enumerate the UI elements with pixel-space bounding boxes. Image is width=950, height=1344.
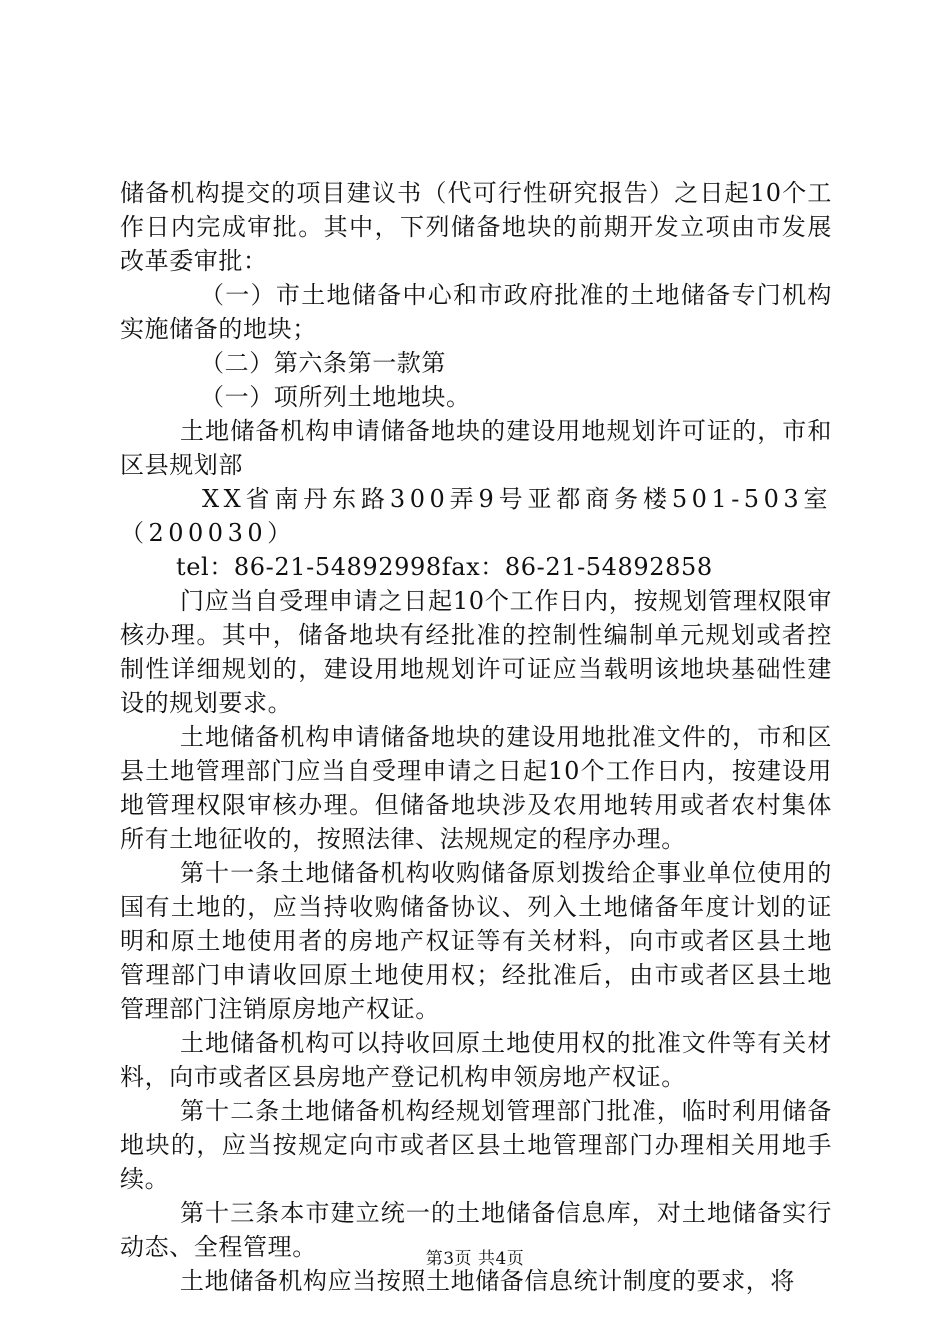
contact-line: tel：86-21-54892998fax：86-21-54892858 bbox=[176, 553, 713, 581]
paragraph-12: 第十二条土地储备机构经规划管理部门批准，临时利用储备地块的，应当按规定向市或者区县土地管理部门办理相关用地手续。 bbox=[120, 1097, 832, 1193]
page-footer bbox=[0, 1244, 950, 1269]
document-body bbox=[120, 176, 832, 1298]
paragraph-4: （一）项所列土地地块。 bbox=[200, 383, 471, 411]
paragraph-13: 第十三条本市建立统一的土地储备信息库，对土地储备实行动态、全程管理。 bbox=[120, 1199, 832, 1261]
paragraph-5: 土地储备机构申请储备地块的建设用地规划许可证的，市和区县规划部 bbox=[120, 417, 832, 479]
paragraph-10: 第十一条土地储备机构收购储备原划拨给企事业单位使用的国有土地的，应当持收购储备协议、列入土地储备年度计划的证明和原土地使用者的房地产权证等有关材料，向市或者区县土地管理部门申请收回原土地使用权；经批准后，由市或者区县土地管理部门注销原房地产权证。 bbox=[120, 859, 832, 1023]
paragraph-8: 门应当自受理申请之日起10个工作日内，按规划管理权限审核办理。其中，储备地块有经批准的控制性编制单元规划或者控制性详细规划的，建设用地规划许可证应当载明该地块基础性建设的规划要求。 bbox=[120, 587, 832, 717]
paragraph-3: （二）第六条第一款第 bbox=[200, 349, 446, 377]
paragraph-11: 土地储备机构可以持收回原土地使用权的批准文件等有关材料，向市或者区县房地产登记机构申领房地产权证。 bbox=[120, 1029, 832, 1091]
paragraph-9: 土地储备机构申请储备地块的建设用地批准文件的，市和区县土地管理部门应当自受理申请之日起10个工作日内，按建设用地管理权限审核办理。但储备地块涉及农用地转用或者农村集体所有土地征收的，按照法律、法规规定的程序办理。 bbox=[120, 723, 832, 853]
address-line: XX省南丹东路300弄9号亚都商务楼501-503室（200030） bbox=[120, 485, 832, 547]
paragraph-14: 土地储备机构应当按照土地储备信息统计制度的要求，将 bbox=[180, 1267, 795, 1295]
paragraph-2: （一）市土地储备中心和市政府批准的土地储备专门机构实施储备的地块； bbox=[120, 281, 832, 343]
paragraph-1: 储备机构提交的项目建议书（代可行性研究报告）之日起10个工作日内完成审批。其中，下列储备地块的前期开发立项由市发展改革委审批： bbox=[120, 179, 832, 275]
page-number-label: 第3页 共4页 bbox=[425, 1249, 525, 1269]
